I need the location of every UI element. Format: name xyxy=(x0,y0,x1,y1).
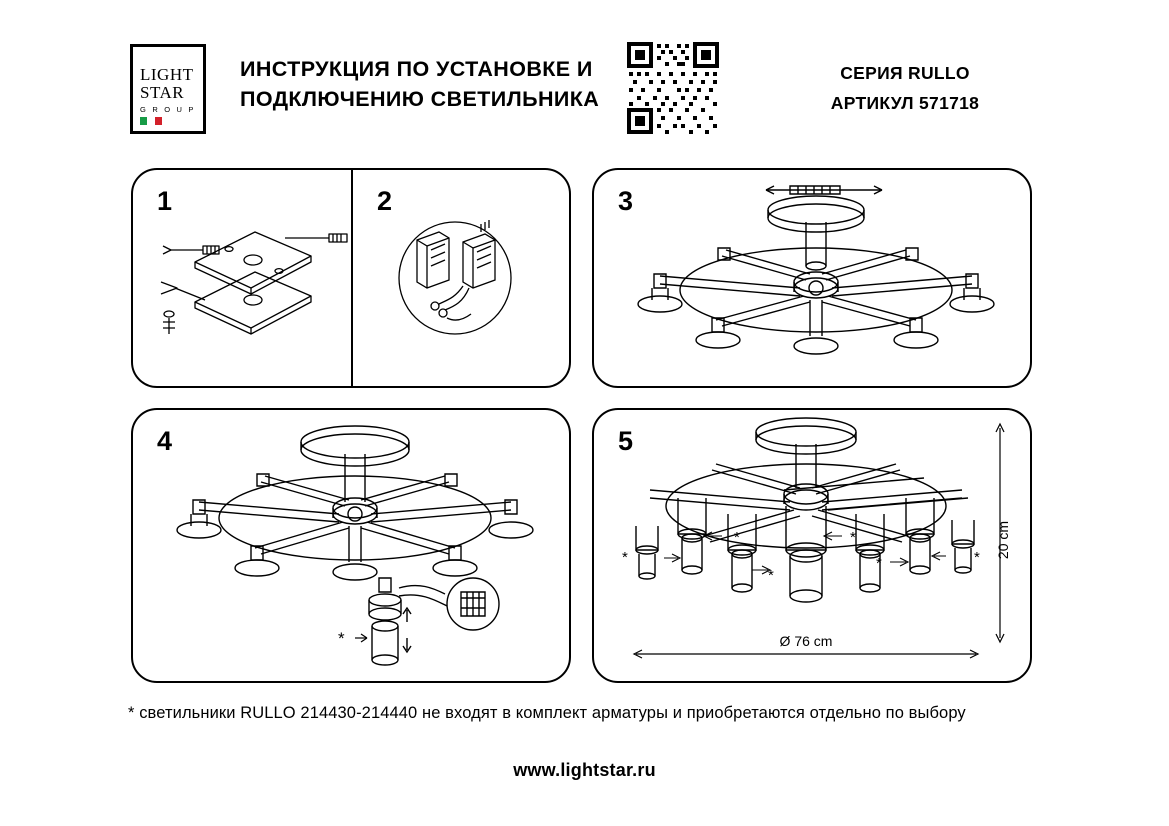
figure-lamp-connection xyxy=(133,410,569,681)
logo-line-1: LIGHT xyxy=(140,65,194,84)
step-number-4: 4 xyxy=(157,426,173,456)
logo-line-2: STAR xyxy=(140,83,185,102)
step-number-5: 5 xyxy=(618,426,634,456)
diameter-dimension-label: Ø 76 cm xyxy=(779,633,833,649)
logo-group-text: G R O U P xyxy=(140,105,196,114)
qr-code-icon xyxy=(625,40,721,136)
step-panel-3 xyxy=(592,168,1032,388)
step-panel-5 xyxy=(592,408,1032,683)
asterisk-mark-f: * xyxy=(974,549,980,566)
italy-flag-icon xyxy=(140,117,162,125)
step-panel-4 xyxy=(131,408,571,683)
step-number-2: 2 xyxy=(377,186,393,216)
brand-logo xyxy=(130,44,206,134)
header xyxy=(130,40,1040,140)
height-dimension-label: 20 cm xyxy=(995,520,1011,560)
page-title-line-1: ИНСТРУКЦИЯ ПО УСТАНОВКЕ И xyxy=(240,57,593,81)
step-number-1: 1 xyxy=(157,186,173,216)
asterisk-mark-e: * xyxy=(876,555,882,572)
page-title xyxy=(240,54,640,114)
product-info xyxy=(770,58,1040,118)
series-label: СЕРИЯ RULLO xyxy=(840,63,970,83)
asterisk-mark-4: * xyxy=(338,629,345,648)
asterisk-mark-c: * xyxy=(768,567,774,584)
asterisk-mark-b: * xyxy=(734,529,740,546)
footnote-text: * светильники RULLO 214430-214440 не входят в комплект арматуры и приобретаются отдельно по выбору xyxy=(128,704,966,722)
figure-base-assembly xyxy=(594,170,1030,386)
website-url[interactable]: www.lightstar.ru xyxy=(513,760,656,780)
asterisk-mark-d: * xyxy=(850,529,856,546)
figure-wiring-terminal xyxy=(351,170,569,386)
asterisk-mark-a: * xyxy=(622,549,628,566)
step-number-3: 3 xyxy=(618,186,634,216)
figure-final-assembly xyxy=(594,410,1030,681)
article-label: АРТИКУЛ 571718 xyxy=(830,93,980,113)
page-title-line-2: ПОДКЛЮЧЕНИЮ СВЕТИЛЬНИКА xyxy=(240,87,600,111)
step-panel-1-2 xyxy=(131,168,571,388)
